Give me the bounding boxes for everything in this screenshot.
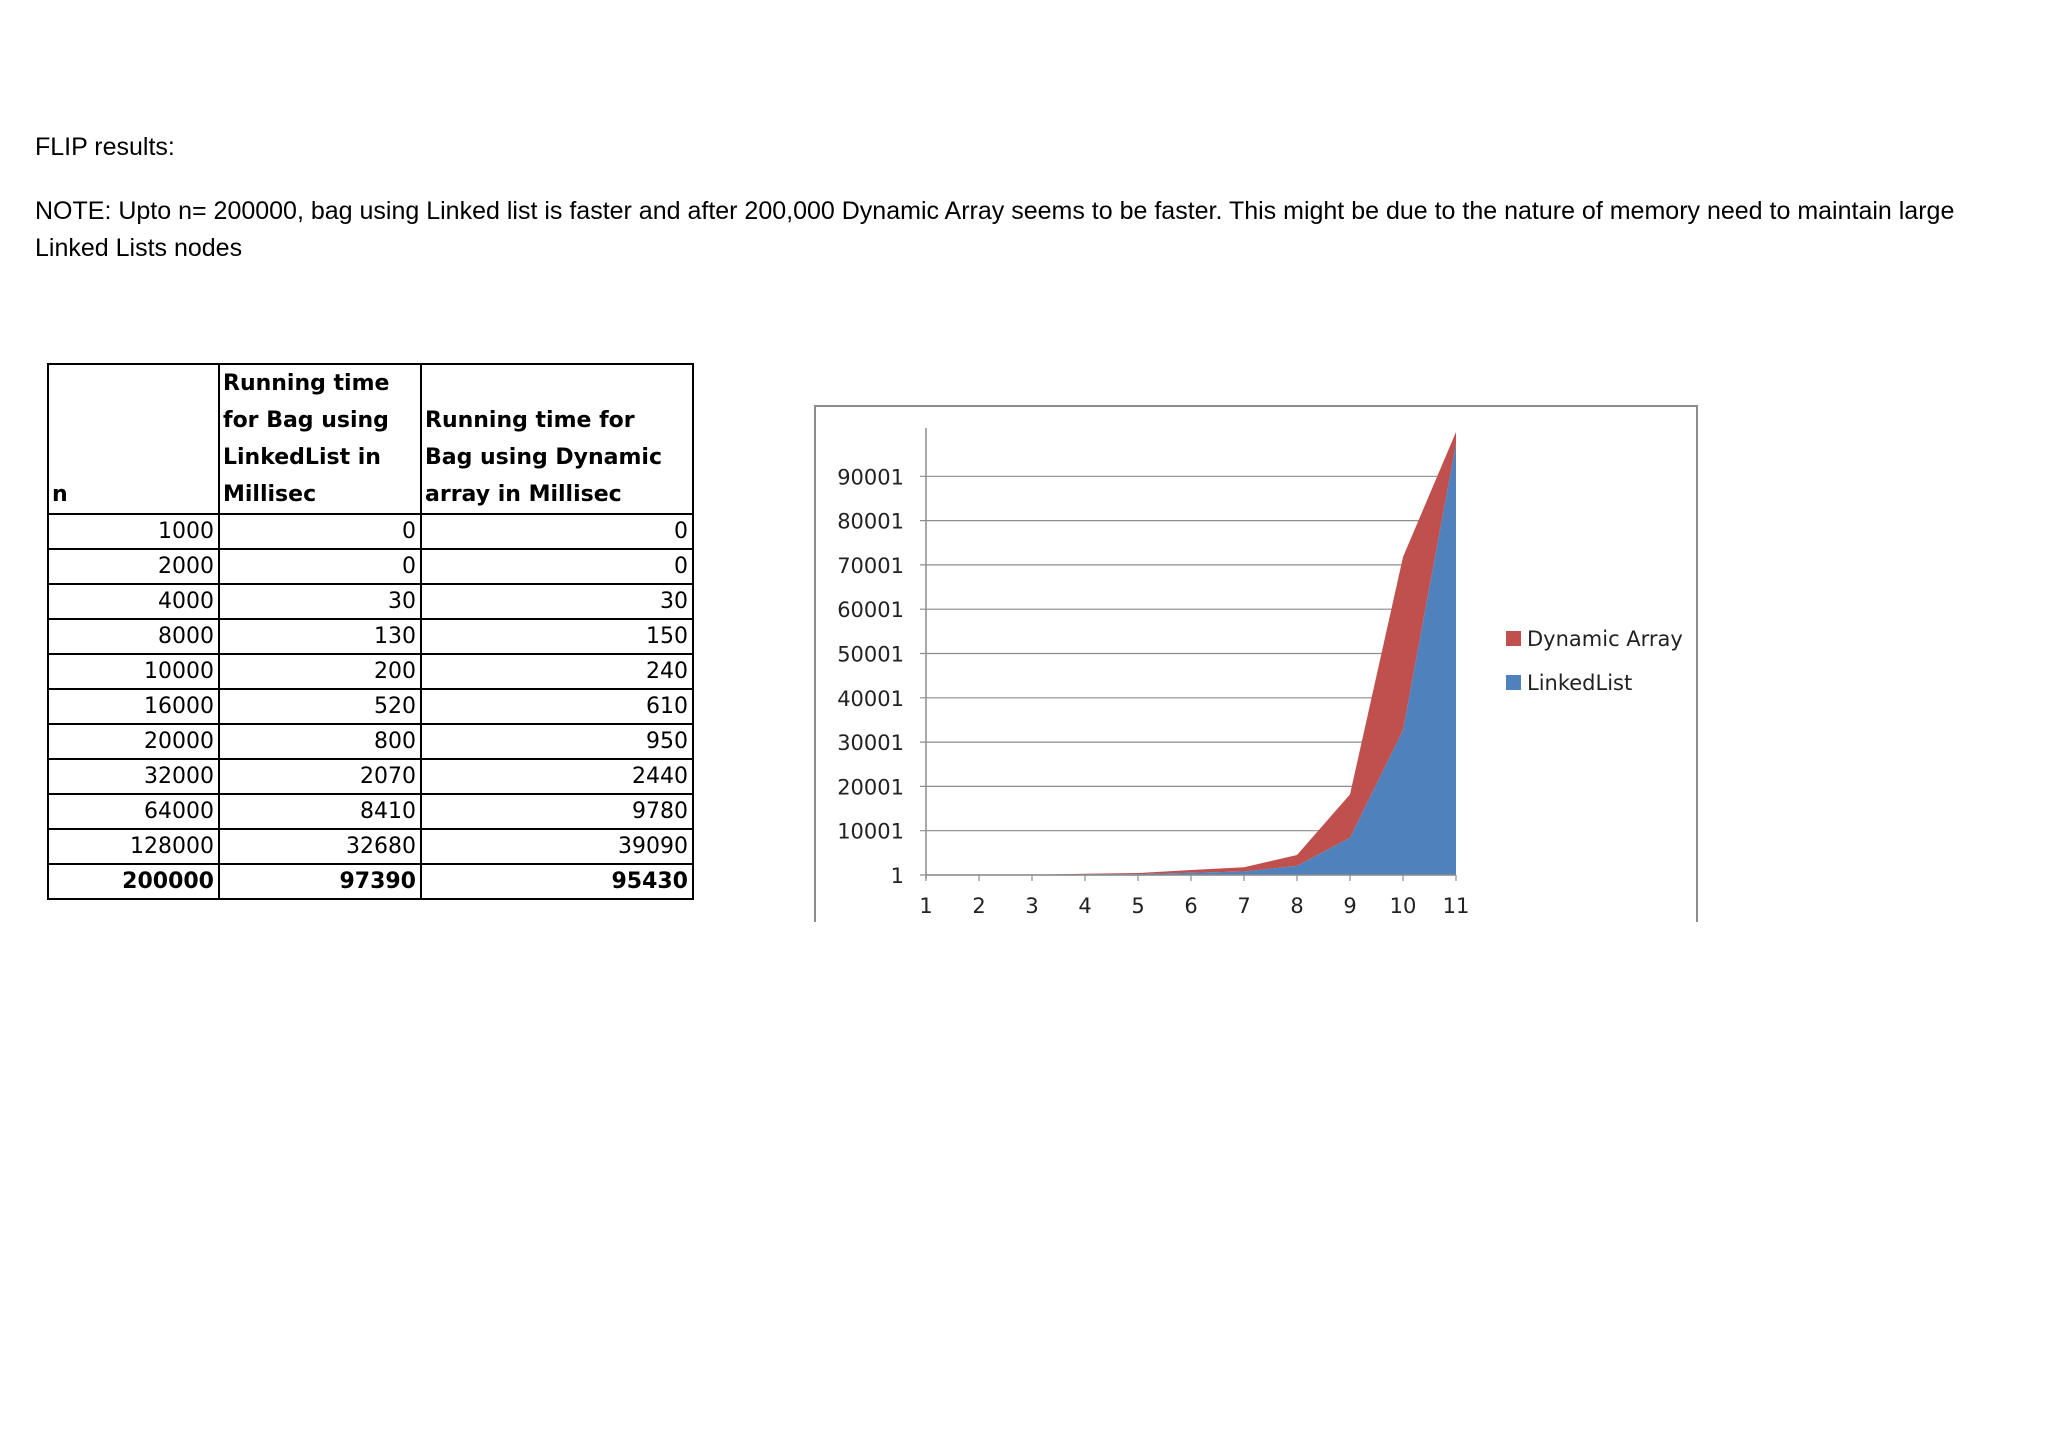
cell-dynamic-array-time: 950 [421,724,693,759]
header-dynamic-array-time: Running time for Bag using Dynamic array in Millisec [421,364,693,514]
y-tick-label: 60001 [837,598,904,623]
cell-dynamic-array-time: 610 [421,689,693,724]
table-body [48,514,693,899]
cell-dynamic-array-time: 150 [421,619,693,654]
cell-n: 1000 [48,514,219,549]
y-tick-label: 50001 [837,642,904,667]
header-linkedlist-time: Running time for Bag using LinkedList in Millisec [219,364,421,514]
table-row [48,794,693,829]
x-tick-label: 8 [1290,894,1304,918]
cell-linkedlist-time: 0 [219,514,421,549]
y-tick-label: 1 [890,864,904,888]
cell-linkedlist-time: 97390 [219,864,421,899]
cell-dynamic-array-time: 240 [421,654,693,689]
x-tick-label: 3 [1025,894,1039,918]
cell-n: 2000 [48,549,219,584]
x-tick-label: 5 [1131,894,1145,918]
legend-swatch [1506,631,1521,646]
table-row [48,654,693,689]
table-row [48,619,693,654]
y-tick-label: 10001 [837,819,904,844]
x-tick-label: 1 [919,894,933,918]
cell-n: 20000 [48,724,219,759]
cell-dynamic-array-time: 9780 [421,794,693,829]
cell-linkedlist-time: 200 [219,654,421,689]
header-n: n [48,364,219,514]
x-tick-label: 9 [1343,894,1357,918]
x-tick-label: 10 [1389,894,1417,918]
cell-n: 4000 [48,584,219,619]
cell-linkedlist-time: 2070 [219,759,421,794]
cell-dynamic-array-time: 30 [421,584,693,619]
legend-label: Dynamic Array [1527,627,1683,651]
x-tick-label: 6 [1184,894,1198,918]
table-row [48,864,693,899]
legend-swatch [1506,675,1521,690]
cell-linkedlist-time: 130 [219,619,421,654]
cell-n: 128000 [48,829,219,864]
stacked-area-chart [816,407,1696,922]
cell-dynamic-array-time: 95430 [421,864,693,899]
cell-linkedlist-time: 32680 [219,829,421,864]
note-paragraph: NOTE: Upto n= 200000, bag using Linked list is faster and after 200,000 Dynamic Array seems to be faster. This might be due to the nature of memory need to maintain large Linked Lists nodes [35,197,1955,262]
cell-linkedlist-time: 0 [219,549,421,584]
y-tick-label: 90001 [837,465,904,490]
cell-n: 10000 [48,654,219,689]
table-row [48,549,693,584]
page-heading: FLIP results: [35,133,175,161]
cell-n: 16000 [48,689,219,724]
table-row [48,584,693,619]
x-tick-label: 4 [1078,894,1092,918]
x-tick-label: 7 [1237,894,1251,918]
table-row [48,724,693,759]
x-tick-label: 2 [972,894,986,918]
cell-n: 200000 [48,864,219,899]
cell-n: 64000 [48,794,219,829]
legend-label: LinkedList [1527,671,1633,695]
cell-linkedlist-time: 8410 [219,794,421,829]
cell-dynamic-array-time: 2440 [421,759,693,794]
cell-dynamic-array-time: 39090 [421,829,693,864]
cell-dynamic-array-time: 0 [421,514,693,549]
y-tick-label: 70001 [837,553,904,578]
cell-linkedlist-time: 30 [219,584,421,619]
table-header-row [48,364,693,514]
results-table [47,363,694,900]
chart-area [814,405,1698,922]
table-row [48,689,693,724]
cell-linkedlist-time: 800 [219,724,421,759]
table-row [48,514,693,549]
series-area-linkedlist [926,444,1456,875]
cell-dynamic-array-time: 0 [421,549,693,584]
table-row [48,829,693,864]
y-tick-label: 30001 [837,731,904,756]
y-tick-label: 40001 [837,686,904,711]
cell-n: 8000 [48,619,219,654]
x-tick-label: 11 [1442,894,1470,918]
table-row [48,759,693,794]
y-tick-label: 80001 [837,509,904,534]
cell-n: 32000 [48,759,219,794]
results-table-container [47,363,694,900]
y-tick-label: 20001 [837,775,904,800]
cell-linkedlist-time: 520 [219,689,421,724]
